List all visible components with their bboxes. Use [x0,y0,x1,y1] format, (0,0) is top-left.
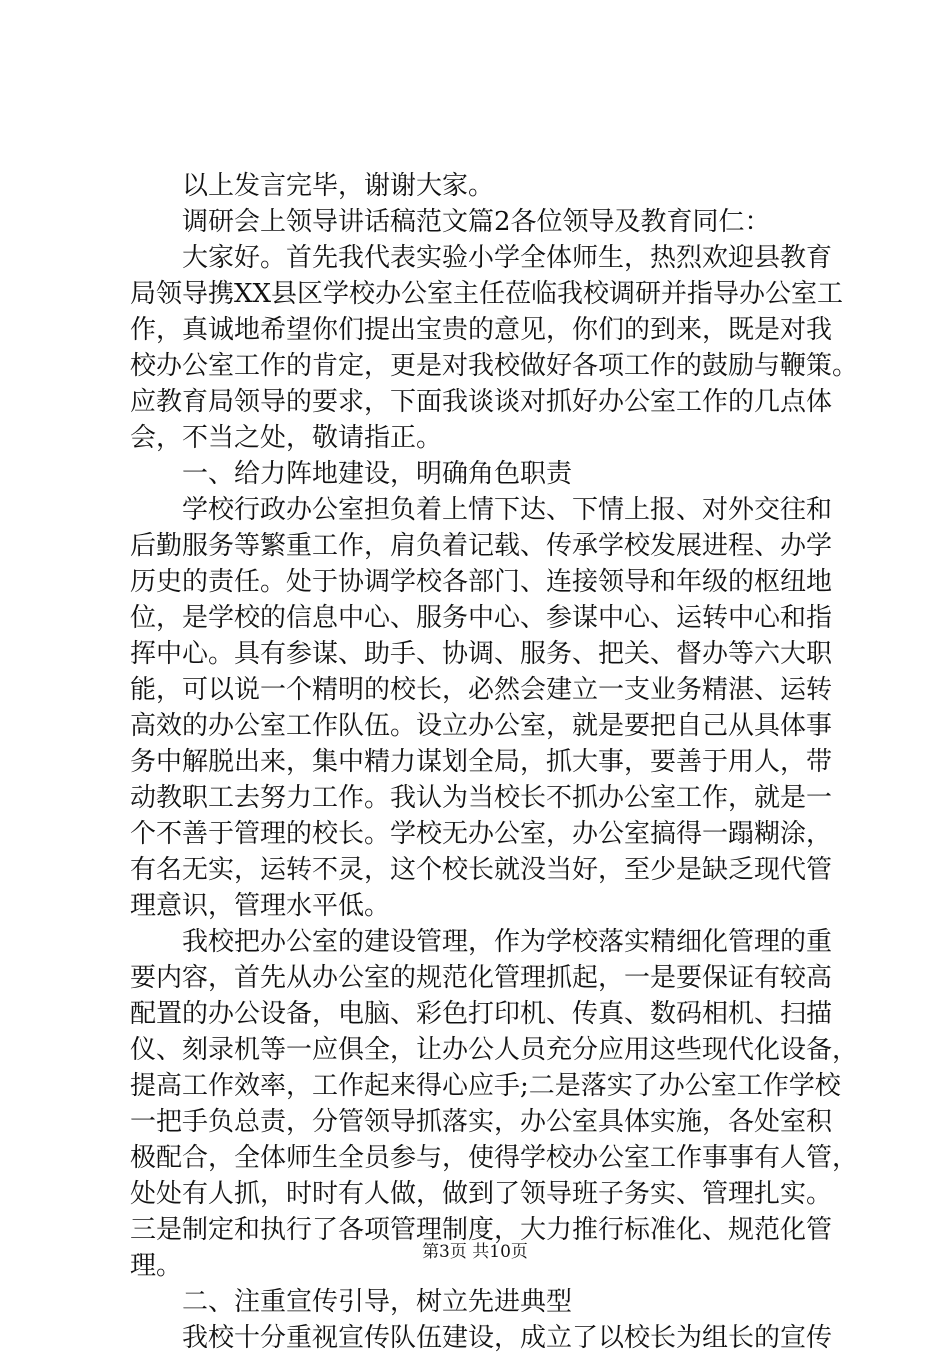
paragraph-office-role [130,492,833,924]
text-line: 个不善于管理的校长。学校无办公室，办公室搞得一蹋糊涂， [130,819,833,849]
closing-line: 以上发言完毕，谢谢大家。 [182,171,495,201]
text-line: 要内容，首先从办公室的规范化管理抓起，一是要保证有较高 [130,963,833,993]
text-line: 动教职工去努力工作。我认为当校长不抓办公室工作，就是一 [130,783,833,813]
text-line: 挥中心。具有参谋、助手、协调、服务、把关、督办等六大职 [130,639,833,669]
text-line: 作，真诚地希望你们提出宝贵的意见，你们的到来，既是对我 [130,315,833,345]
speech-title-line: 调研会上领导讲话稿范文篇2各位领导及教育同仁： [182,207,771,237]
text-line: 能，可以说一个精明的校长，必然会建立一支业务精湛、运转 [130,675,833,705]
text-line: 理。 [130,1251,183,1281]
text-line: 有名无实，运转不灵，这个校长就没当好，至少是缺乏现代管 [130,855,833,885]
text-line: 历史的责任。处于协调学校各部门、连接领导和年级的枢纽地 [130,567,833,597]
text-line: 校办公室工作的肯定，更是对我校做好各项工作的鼓励与鞭策。 [130,351,859,381]
section-heading-1: 一、给力阵地建设，明确角色职责 [182,459,573,489]
text-line: 位，是学校的信息中心、服务中心、参谋中心、运转中心和指 [130,603,833,633]
section-heading-2: 二、注重宣传引导，树立先进典型 [182,1287,573,1317]
text-line: 我校把办公室的建设管理，作为学校落实精细化管理的重 [182,927,833,957]
text-line: 仪、刻录机等一应俱全，让办公人员充分应用这些现代化设备， [130,1035,859,1065]
text-line: 一把手负总责，分管领导抓落实，办公室具体实施，各处室积 [130,1107,833,1137]
text-line: 三是制定和执行了各项管理制度，大力推行标准化、规范化管 [130,1215,833,1245]
text-line: 理意识，管理水平低。 [130,891,391,921]
text-line: 高效的办公室工作队伍。设立办公室，就是要把自己从具体事 [130,711,833,741]
document-body [130,168,859,1356]
text-line: 提高工作效率，工作起来得心应手;二是落实了办公室工作学校 [130,1071,841,1101]
text-line: 应教育局领导的要求，下面我谈谈对抓好办公室工作的几点体 [130,387,833,417]
paragraph-greeting [130,240,859,456]
paragraph-office-management [130,924,859,1284]
text-line: 学校行政办公室担负着上情下达、下情上报、对外交往和 [182,495,833,525]
page-number-footer: 第3页 共10页 [422,1242,528,1262]
text-line: 大家好。首先我代表实验小学全体师生，热烈欢迎县教育 [182,243,833,273]
text-line: 极配合，全体师生全员参与，使得学校办公室工作事事有人管， [130,1143,859,1173]
text-line: 务中解脱出来，集中精力谋划全局，抓大事，要善于用人，带 [130,747,833,777]
text-line: 会，不当之处，敬请指正。 [130,423,443,453]
text-line: 我校十分重视宣传队伍建设，成立了以校长为组长的宣传 [182,1323,833,1353]
text-line: 局领导携XX县区学校办公室主任莅临我校调研并指导办公室工 [130,279,844,309]
text-line: 后勤服务等繁重工作，肩负着记载、传承学校发展进程、办学 [130,531,833,561]
text-line: 处处有人抓，时时有人做，做到了领导班子务实、管理扎实。 [130,1179,833,1209]
text-line: 配置的办公设备，电脑、彩色打印机、传真、数码相机、扫描 [130,999,833,1029]
